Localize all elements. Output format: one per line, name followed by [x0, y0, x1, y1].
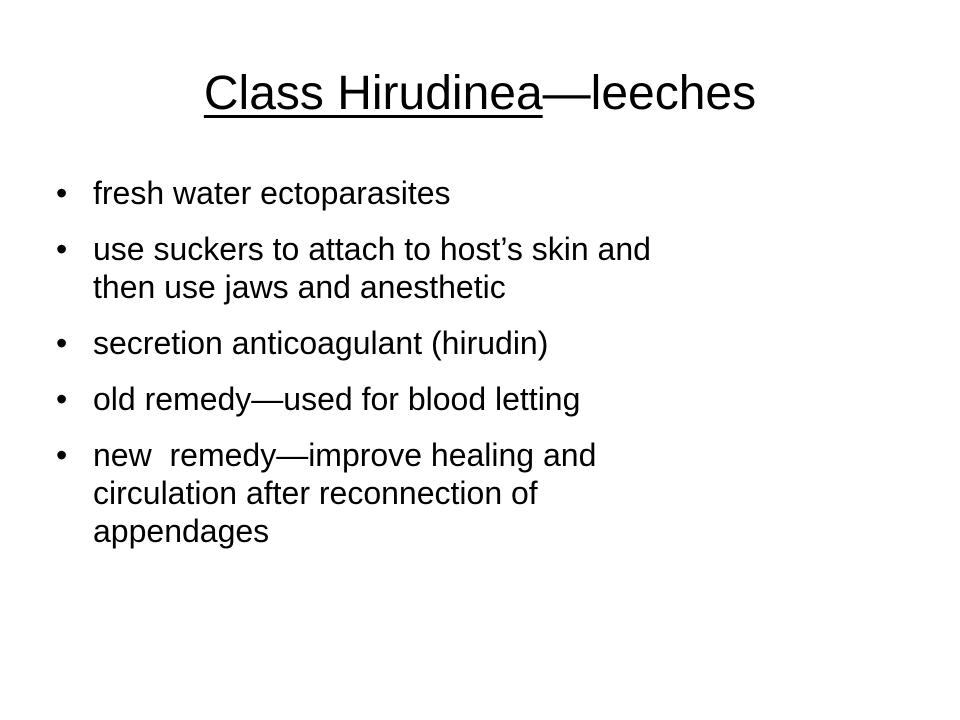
- title-underlined-text: Class Hirudinea: [203, 67, 543, 120]
- bullet-text-line: circulation after reconnection of: [93, 475, 538, 511]
- bullet-text: secretion anticoagulant (hirudin): [93, 325, 549, 361]
- bullet-text-line: appendages: [93, 513, 270, 549]
- bullet-item: [56, 380, 916, 418]
- bullet-dot-icon: •: [56, 175, 68, 211]
- slide-title: [0, 58, 960, 130]
- bullet-item: [56, 324, 916, 362]
- bullet-item: [56, 230, 916, 306]
- title-rest-text: —leeches: [542, 67, 757, 120]
- bullet-dot-icon: •: [56, 325, 68, 361]
- bullet-text: old remedy—used for blood letting: [93, 381, 581, 417]
- bullet-dot-icon: •: [56, 381, 68, 417]
- bullet-item: [56, 436, 916, 550]
- bullet-list: [56, 174, 916, 568]
- bullet-text-line: use suckers to attach to host’s skin and: [93, 231, 651, 267]
- bullet-text: fresh water ectoparasites: [93, 175, 451, 211]
- bullet-text-line: then use jaws and anesthetic: [93, 269, 506, 305]
- bullet-dot-icon: •: [56, 437, 68, 473]
- bullet-dot-icon: •: [56, 231, 68, 267]
- bullet-item: [56, 174, 916, 212]
- bullet-text-line: new remedy—improve healing and: [93, 437, 597, 473]
